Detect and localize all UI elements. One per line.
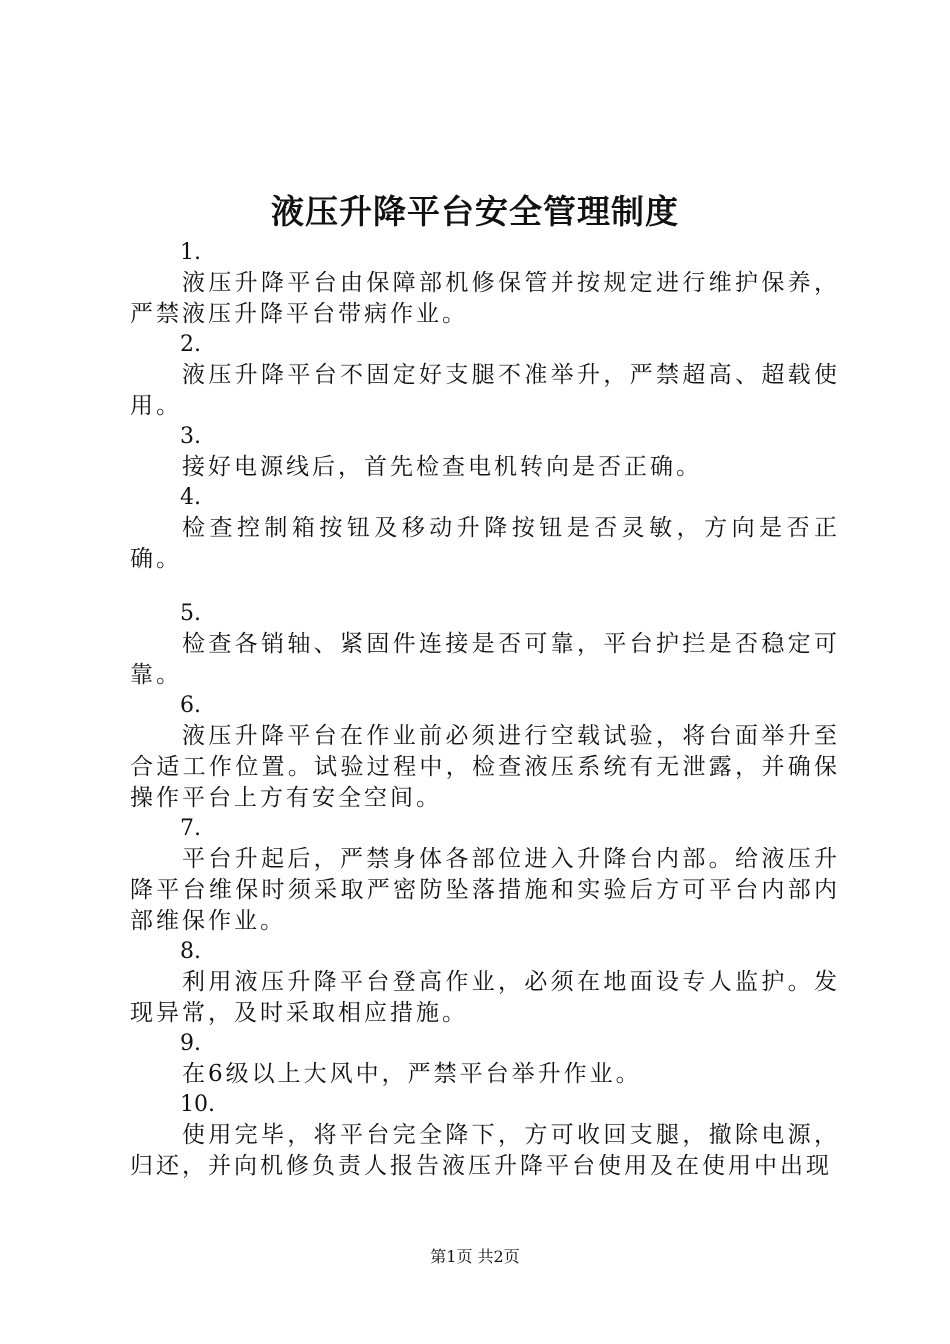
item-number: 4. — [180, 485, 201, 510]
list-item — [130, 691, 840, 814]
document-body — [130, 238, 840, 1182]
item-text: 液压升降平台在作业前必须进行空载试验，将台面举升至合适工作位置。试验过程中，检查液压系统有无泄露，并确保操作平台上方有安全空间。 — [130, 723, 840, 811]
list-item — [130, 422, 840, 483]
item-number: 1. — [180, 240, 201, 265]
item-number: 10. — [180, 1092, 215, 1117]
list-item — [130, 599, 840, 691]
item-number: 7. — [180, 816, 201, 841]
item-text: 接好电源线后，首先检查电机转向是否正确。 — [182, 454, 702, 480]
item-number: 2. — [180, 332, 201, 357]
item-text: 利用液压升降平台登高作业，必须在地面设专人监护。发现异常，及时采取相应措施。 — [130, 969, 840, 1026]
item-text: 检查各销轴、紧固件连接是否可靠，平台护拦是否稳定可靠。 — [130, 631, 840, 688]
item-number: 9. — [180, 1031, 201, 1056]
page-footer: 第1页 共2页 — [430, 1247, 520, 1266]
item-text: 在6级以上大风中，严禁平台举升作业。 — [182, 1061, 642, 1087]
item-text: 检查控制箱按钮及移动升降按钮是否灵敏，方向是否正确。 — [130, 515, 840, 572]
item-text: 平台升起后，严禁身体各部位进入升降台内部。给液压升降平台维保时须采取严密防坠落措施和实验后方可平台内部内部维保作业。 — [130, 846, 840, 934]
list-item — [130, 1090, 840, 1182]
item-text: 液压升降平台由保障部机修保管并按规定进行维护保养，严禁液压升降平台带病作业。 — [130, 270, 840, 327]
list-item — [130, 330, 840, 422]
item-text: 使用完毕，将平台完全降下，方可收回支腿，撤除电源，归还，并向机修负责人报告液压升降平台使用及在使用中出现 — [130, 1122, 840, 1179]
paragraph-gap — [130, 575, 840, 599]
item-text: 液压升降平台不固定好支腿不准举升，严禁超高、超载使用。 — [130, 362, 840, 419]
list-item — [130, 483, 840, 599]
item-number: 6. — [180, 693, 201, 718]
item-number: 3. — [180, 424, 201, 449]
item-number: 8. — [180, 939, 201, 964]
list-item — [130, 238, 840, 330]
document-title: 液压升降平台安全管理制度 — [271, 192, 679, 231]
list-item — [130, 937, 840, 1029]
list-item — [130, 814, 840, 937]
list-item — [130, 1029, 840, 1090]
item-number: 5. — [180, 601, 201, 626]
